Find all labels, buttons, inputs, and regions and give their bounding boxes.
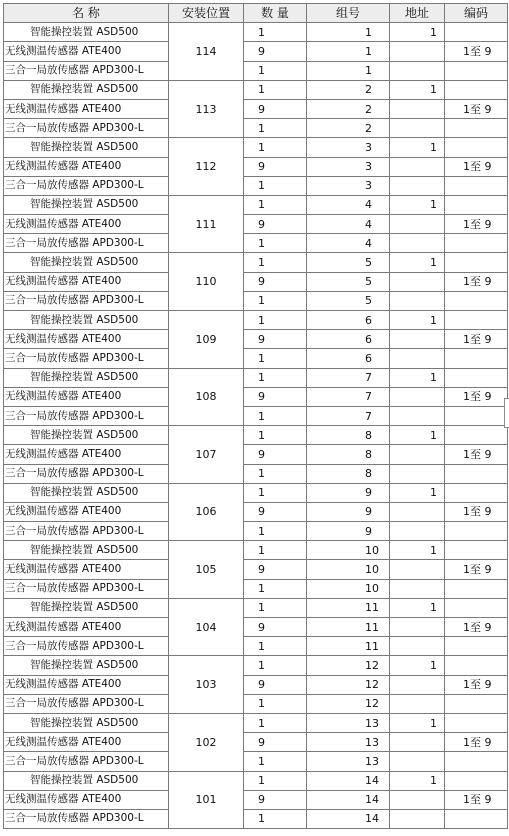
device-code (445, 809, 508, 828)
device-name: 智能操控装置 ASD500 (4, 195, 169, 214)
device-code (445, 176, 508, 195)
device-count: 1 (244, 579, 307, 598)
device-address (390, 234, 445, 253)
device-address (390, 387, 445, 406)
device-code: 1至 9 (445, 790, 508, 809)
group-number: 4 (307, 195, 390, 214)
device-code (445, 713, 508, 732)
device-code (445, 464, 508, 483)
device-name: 三合一局放传感器 APD300-L (4, 61, 169, 80)
device-name: 智能操控装置 ASD500 (4, 80, 169, 99)
group-number: 2 (307, 80, 390, 99)
device-code: 1至 9 (445, 215, 508, 234)
device-code: 1至 9 (445, 387, 508, 406)
group-number: 13 (307, 752, 390, 771)
device-table (3, 3, 508, 829)
table-row (4, 42, 508, 61)
install-location: 114 (169, 23, 244, 81)
group-number: 5 (307, 272, 390, 291)
group-number: 13 (307, 713, 390, 732)
device-name: 无线测温传感器 ATE400 (4, 330, 169, 349)
device-code (445, 368, 508, 387)
table-row (4, 579, 508, 598)
table-row (4, 330, 508, 349)
device-address (390, 291, 445, 310)
install-location: 110 (169, 253, 244, 311)
device-code (445, 752, 508, 771)
device-code (445, 80, 508, 99)
device-address: 1 (390, 598, 445, 617)
header-row (4, 4, 508, 23)
device-address (390, 272, 445, 291)
device-address (390, 675, 445, 694)
table-row (4, 752, 508, 771)
table-row (4, 234, 508, 253)
device-name: 智能操控装置 ASD500 (4, 311, 169, 330)
header-count: 数 量 (244, 4, 307, 23)
group-number: 9 (307, 522, 390, 541)
table-row (4, 713, 508, 732)
device-count: 9 (244, 502, 307, 521)
group-number: 7 (307, 387, 390, 406)
device-count: 9 (244, 560, 307, 579)
device-address (390, 579, 445, 598)
device-name: 无线测温传感器 ATE400 (4, 790, 169, 809)
device-name: 智能操控装置 ASD500 (4, 598, 169, 617)
device-address (390, 560, 445, 579)
device-address (390, 637, 445, 656)
device-count: 1 (244, 541, 307, 560)
device-code: 1至 9 (445, 99, 508, 118)
device-name: 无线测温传感器 ATE400 (4, 502, 169, 521)
group-number: 7 (307, 368, 390, 387)
device-code (445, 694, 508, 713)
device-address (390, 502, 445, 521)
device-address: 1 (390, 368, 445, 387)
device-name: 智能操控装置 ASD500 (4, 138, 169, 157)
device-address (390, 790, 445, 809)
table-row (4, 502, 508, 521)
device-count: 1 (244, 195, 307, 214)
device-name: 三合一局放传感器 APD300-L (4, 406, 169, 425)
device-code: 1至 9 (445, 733, 508, 752)
device-count: 1 (244, 483, 307, 502)
group-number: 3 (307, 176, 390, 195)
device-name: 三合一局放传感器 APD300-L (4, 522, 169, 541)
group-number: 10 (307, 541, 390, 560)
table-row (4, 483, 508, 502)
table-row (4, 138, 508, 157)
group-number: 5 (307, 253, 390, 272)
table-row (4, 541, 508, 560)
group-number: 6 (307, 311, 390, 330)
device-count: 1 (244, 234, 307, 253)
device-address (390, 733, 445, 752)
device-code (445, 311, 508, 330)
device-code: 1至 9 (445, 675, 508, 694)
device-address: 1 (390, 483, 445, 502)
device-code: 1至 9 (445, 618, 508, 637)
table-row (4, 349, 508, 368)
group-number: 12 (307, 694, 390, 713)
table-row (4, 426, 508, 445)
device-count: 1 (244, 291, 307, 310)
device-count: 9 (244, 675, 307, 694)
group-number: 8 (307, 464, 390, 483)
device-address: 1 (390, 713, 445, 732)
device-address (390, 809, 445, 828)
group-number: 2 (307, 119, 390, 138)
table-row (4, 406, 508, 425)
device-code (445, 253, 508, 272)
table-row (4, 675, 508, 694)
install-location: 101 (169, 771, 244, 829)
device-count: 1 (244, 138, 307, 157)
device-name: 智能操控装置 ASD500 (4, 656, 169, 675)
group-number: 11 (307, 598, 390, 617)
table-row (4, 618, 508, 637)
device-name: 三合一局放传感器 APD300-L (4, 637, 169, 656)
install-location: 113 (169, 80, 244, 138)
device-count: 9 (244, 445, 307, 464)
device-code (445, 598, 508, 617)
table-row (4, 464, 508, 483)
group-number: 3 (307, 138, 390, 157)
device-address (390, 99, 445, 118)
device-count: 1 (244, 80, 307, 99)
group-number: 6 (307, 349, 390, 368)
group-number: 7 (307, 406, 390, 425)
device-name: 三合一局放传感器 APD300-L (4, 579, 169, 598)
device-name: 三合一局放传感器 APD300-L (4, 809, 169, 828)
table-row (4, 311, 508, 330)
table-row (4, 790, 508, 809)
device-address (390, 157, 445, 176)
device-address: 1 (390, 656, 445, 675)
device-name: 三合一局放传感器 APD300-L (4, 291, 169, 310)
table-row (4, 387, 508, 406)
group-number: 11 (307, 618, 390, 637)
device-count: 1 (244, 809, 307, 828)
device-name: 无线测温传感器 ATE400 (4, 42, 169, 61)
device-name: 无线测温传感器 ATE400 (4, 387, 169, 406)
device-name: 智能操控装置 ASD500 (4, 426, 169, 445)
device-name: 智能操控装置 ASD500 (4, 541, 169, 560)
device-count: 9 (244, 330, 307, 349)
group-number: 4 (307, 234, 390, 253)
table-row (4, 215, 508, 234)
device-address: 1 (390, 771, 445, 790)
device-address (390, 464, 445, 483)
header-group: 组号 (307, 4, 390, 23)
device-code (445, 23, 508, 42)
device-name: 三合一局放传感器 APD300-L (4, 752, 169, 771)
device-address: 1 (390, 253, 445, 272)
device-count: 1 (244, 752, 307, 771)
table-row (4, 23, 508, 42)
device-address (390, 618, 445, 637)
device-count: 1 (244, 406, 307, 425)
group-number: 3 (307, 157, 390, 176)
group-number: 10 (307, 579, 390, 598)
device-code (445, 483, 508, 502)
group-number: 10 (307, 560, 390, 579)
device-name: 三合一局放传感器 APD300-L (4, 694, 169, 713)
device-code (445, 291, 508, 310)
device-count: 1 (244, 368, 307, 387)
device-address (390, 522, 445, 541)
device-count: 1 (244, 119, 307, 138)
device-count: 1 (244, 637, 307, 656)
device-code: 1至 9 (445, 330, 508, 349)
device-count: 1 (244, 61, 307, 80)
install-location: 108 (169, 368, 244, 426)
table-row (4, 560, 508, 579)
table-row (4, 61, 508, 80)
device-code (445, 349, 508, 368)
group-number: 14 (307, 790, 390, 809)
device-count: 1 (244, 253, 307, 272)
table-row (4, 291, 508, 310)
group-number: 2 (307, 99, 390, 118)
device-address (390, 176, 445, 195)
device-count: 9 (244, 272, 307, 291)
device-code (445, 579, 508, 598)
device-name: 三合一局放传感器 APD300-L (4, 349, 169, 368)
device-count: 9 (244, 99, 307, 118)
device-count: 1 (244, 656, 307, 675)
device-name: 无线测温传感器 ATE400 (4, 157, 169, 176)
group-number: 11 (307, 637, 390, 656)
device-name: 无线测温传感器 ATE400 (4, 445, 169, 464)
device-count: 9 (244, 42, 307, 61)
device-address: 1 (390, 138, 445, 157)
device-code (445, 522, 508, 541)
device-address (390, 330, 445, 349)
device-count: 1 (244, 713, 307, 732)
device-address: 1 (390, 426, 445, 445)
group-number: 13 (307, 733, 390, 752)
install-location: 102 (169, 713, 244, 771)
group-number: 5 (307, 291, 390, 310)
table-row (4, 195, 508, 214)
device-address: 1 (390, 195, 445, 214)
device-count: 9 (244, 215, 307, 234)
device-name: 智能操控装置 ASD500 (4, 23, 169, 42)
device-name: 无线测温传感器 ATE400 (4, 272, 169, 291)
table-row (4, 598, 508, 617)
device-code (445, 656, 508, 675)
install-location: 107 (169, 426, 244, 484)
device-code (445, 61, 508, 80)
device-code: 1至 9 (445, 157, 508, 176)
device-address: 1 (390, 311, 445, 330)
device-name: 三合一局放传感器 APD300-L (4, 176, 169, 195)
device-name: 无线测温传感器 ATE400 (4, 215, 169, 234)
group-number: 1 (307, 23, 390, 42)
device-address (390, 119, 445, 138)
table-row (4, 80, 508, 99)
device-code (445, 119, 508, 138)
device-address (390, 215, 445, 234)
header-code: 编码 (445, 4, 508, 23)
device-address (390, 406, 445, 425)
table-row (4, 637, 508, 656)
header-name: 名 称 (4, 4, 169, 23)
device-count: 9 (244, 157, 307, 176)
device-code (445, 406, 508, 425)
device-code (445, 426, 508, 445)
install-location: 105 (169, 541, 244, 599)
table-row (4, 119, 508, 138)
device-name: 智能操控装置 ASD500 (4, 713, 169, 732)
device-address: 1 (390, 541, 445, 560)
device-name: 无线测温传感器 ATE400 (4, 675, 169, 694)
group-number: 12 (307, 675, 390, 694)
device-name: 三合一局放传感器 APD300-L (4, 234, 169, 253)
device-code: 1至 9 (445, 42, 508, 61)
install-location: 111 (169, 195, 244, 253)
table-row (4, 157, 508, 176)
table-row (4, 733, 508, 752)
device-name: 智能操控装置 ASD500 (4, 483, 169, 502)
device-name: 无线测温传感器 ATE400 (4, 618, 169, 637)
install-location: 103 (169, 656, 244, 714)
table-row (4, 694, 508, 713)
device-code (445, 637, 508, 656)
device-code (445, 771, 508, 790)
table-row (4, 445, 508, 464)
install-location: 106 (169, 483, 244, 541)
device-code: 1至 9 (445, 272, 508, 291)
device-count: 9 (244, 387, 307, 406)
install-location: 109 (169, 311, 244, 369)
device-code (445, 541, 508, 560)
table-row (4, 522, 508, 541)
device-name: 无线测温传感器 ATE400 (4, 733, 169, 752)
device-address (390, 349, 445, 368)
device-name: 无线测温传感器 ATE400 (4, 99, 169, 118)
device-code (445, 234, 508, 253)
device-name: 三合一局放传感器 APD300-L (4, 119, 169, 138)
device-address (390, 42, 445, 61)
group-number: 14 (307, 809, 390, 828)
device-address (390, 61, 445, 80)
table-row (4, 771, 508, 790)
group-number: 9 (307, 483, 390, 502)
device-count: 1 (244, 176, 307, 195)
device-count: 1 (244, 349, 307, 368)
device-name: 智能操控装置 ASD500 (4, 771, 169, 790)
device-address (390, 694, 445, 713)
device-count: 9 (244, 790, 307, 809)
device-address: 1 (390, 80, 445, 99)
table-row (4, 99, 508, 118)
device-count: 1 (244, 771, 307, 790)
device-name: 无线测温传感器 ATE400 (4, 560, 169, 579)
header-address: 地址 (390, 4, 445, 23)
group-number: 6 (307, 330, 390, 349)
group-number: 14 (307, 771, 390, 790)
group-number: 8 (307, 426, 390, 445)
device-code: 1至 9 (445, 445, 508, 464)
table-row (4, 176, 508, 195)
scroll-edge-marker (504, 398, 509, 428)
device-code (445, 195, 508, 214)
device-count: 1 (244, 426, 307, 445)
device-count: 9 (244, 618, 307, 637)
device-address (390, 445, 445, 464)
group-number: 12 (307, 656, 390, 675)
device-count: 1 (244, 23, 307, 42)
device-count: 1 (244, 311, 307, 330)
group-number: 9 (307, 502, 390, 521)
device-name: 智能操控装置 ASD500 (4, 253, 169, 272)
install-location: 104 (169, 598, 244, 656)
device-code: 1至 9 (445, 502, 508, 521)
device-address (390, 752, 445, 771)
install-location: 112 (169, 138, 244, 196)
device-name: 智能操控装置 ASD500 (4, 368, 169, 387)
device-code (445, 138, 508, 157)
table-row (4, 656, 508, 675)
device-address: 1 (390, 23, 445, 42)
device-count: 9 (244, 733, 307, 752)
header-location: 安装位置 (169, 4, 244, 23)
table-row (4, 272, 508, 291)
device-count: 1 (244, 522, 307, 541)
group-number: 4 (307, 215, 390, 234)
group-number: 1 (307, 42, 390, 61)
device-count: 1 (244, 694, 307, 713)
device-code: 1至 9 (445, 560, 508, 579)
group-number: 8 (307, 445, 390, 464)
device-count: 1 (244, 464, 307, 483)
device-count: 1 (244, 598, 307, 617)
table-row (4, 368, 508, 387)
table-row (4, 253, 508, 272)
group-number: 1 (307, 61, 390, 80)
table-row (4, 809, 508, 828)
device-name: 三合一局放传感器 APD300-L (4, 464, 169, 483)
